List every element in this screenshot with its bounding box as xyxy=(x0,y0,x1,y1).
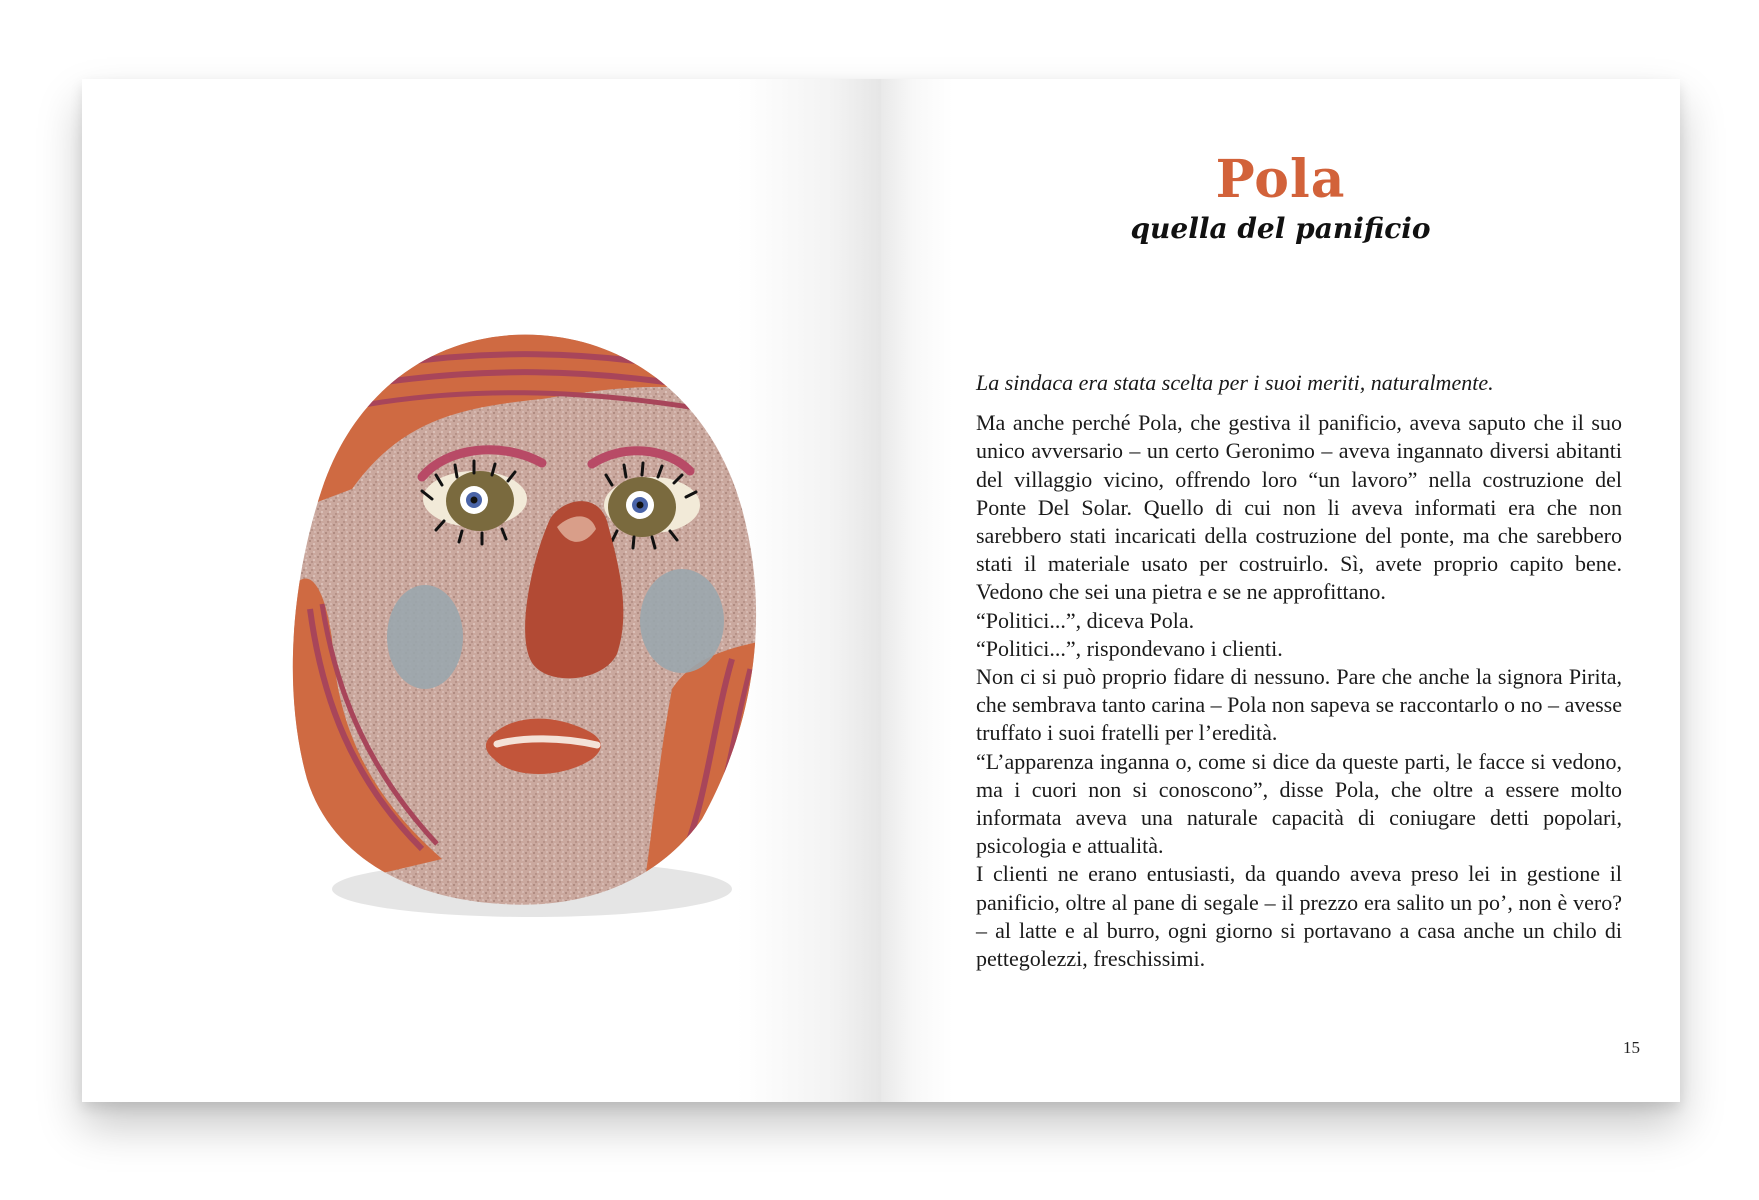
page-number: 15 xyxy=(1623,1038,1640,1057)
paragraph-3: “Politici...”, rispondevano i clienti. xyxy=(976,635,1283,661)
left-cheek xyxy=(387,585,463,689)
paragraph-4: Non ci si può proprio fidare di nessuno. Pare che anche la signora Pirita, che sembrava tanto carina – Pola non sapeva se raccontarlo o no – avesse truffato i suoi fratelli per l’eredità. xyxy=(976,664,1622,746)
paragraph-2: “Politici...”, diceva Pola. xyxy=(976,607,1195,633)
paragraph-1: Ma anche perché Pola, che gestiva il panificio, aveva saputo che il suo unico avversario – un certo Geronimo – aveva ingannato diversi abitanti del villaggio vicino, offrendo loro “un lavoro” nella costruzione del Ponte Del Solar. Quello di cui non li aveva informati era che non sarebbero stati incaricati della costruzione del ponte, ma che sarebbero stati il materiale usato per costruirlo. Sì, avete proprio capito bene. Vedono che sei una pietra e se ne approfittano. xyxy=(976,410,1622,605)
stone-face-illustration xyxy=(212,259,772,939)
right-page xyxy=(881,79,1680,1102)
paragraph-5: “L’apparenza inganna o, come si dice da queste parti, le facce si vedono, ma i cuori non si conoscono”, disse Pola, che oltre a essere molto informata aveva una naturale capacità di coniugare detti popolari, psicologia e attualità. xyxy=(976,748,1622,859)
book-spread xyxy=(82,79,1680,1102)
left-page xyxy=(82,79,881,1102)
body-text xyxy=(976,369,1622,973)
chapter-title: Pola xyxy=(1215,149,1346,210)
paragraph-6: I clienti ne erano entusiasti, da quando aveva preso lei in gestione il panificio, oltre al pane di segale – il prezzo era salito un po’, non è vero? – al latte e al burro, ogni giorno si portavano a casa anche un chilo di pettegolezzi, freschissimi. xyxy=(976,861,1622,972)
stone-face-image xyxy=(212,259,772,939)
intro-line: La sindaca era stata scelta per i suoi meriti, naturalmente. xyxy=(976,370,1494,395)
chapter-subtitle: quella del panificio xyxy=(1130,212,1431,245)
right-cheek xyxy=(640,569,724,673)
